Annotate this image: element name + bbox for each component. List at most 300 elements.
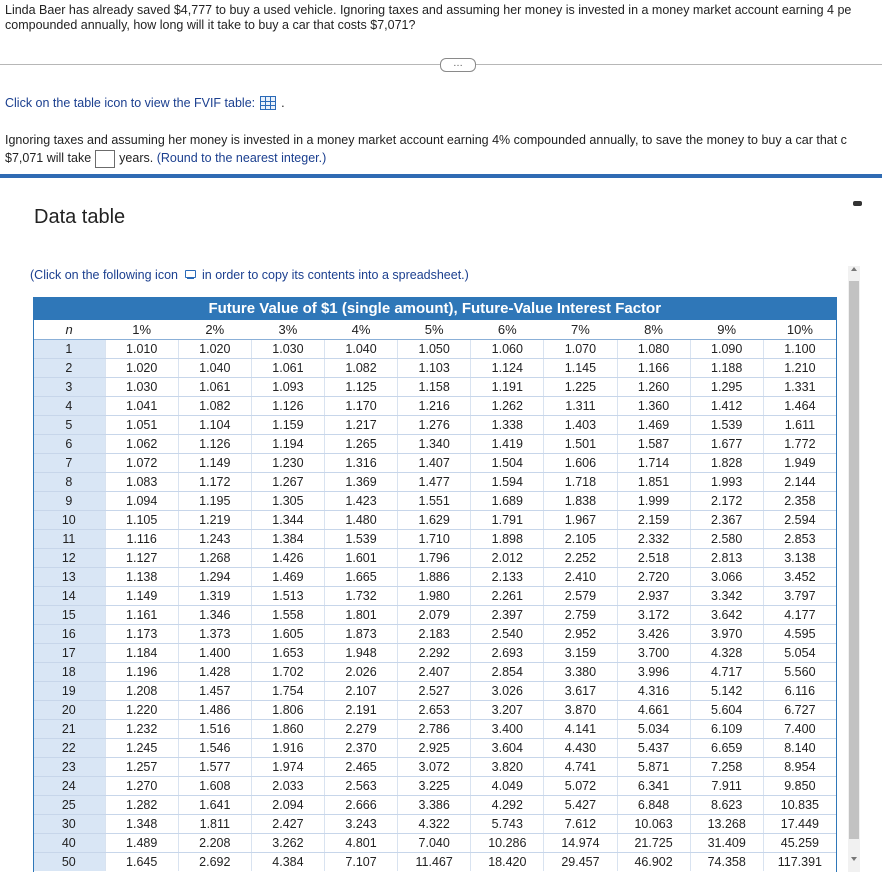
copy-hint (30, 268, 469, 282)
table-row (33, 853, 837, 872)
factor-cell: 1.080 (617, 340, 690, 359)
factor-cell: 1.384 (251, 530, 324, 549)
table-row (33, 720, 837, 739)
factor-cell: 6.116 (763, 682, 836, 701)
period-cell: 3 (33, 378, 105, 397)
factor-cell: 1.196 (105, 663, 178, 682)
factor-cell: 1.412 (690, 397, 763, 416)
factor-cell: 3.138 (763, 549, 836, 568)
factor-cell: 8.623 (690, 796, 763, 815)
factor-cell: 4.322 (398, 815, 471, 834)
factor-cell: 1.260 (617, 378, 690, 397)
factor-cell: 5.743 (471, 815, 544, 834)
factor-cell: 1.125 (325, 378, 398, 397)
factor-cell: 1.295 (690, 378, 763, 397)
factor-cell: 1.294 (178, 568, 251, 587)
copy-spreadsheet-icon[interactable] (184, 270, 196, 280)
factor-cell: 1.702 (251, 663, 324, 682)
factor-cell: 1.806 (251, 701, 324, 720)
table-row (33, 397, 837, 416)
column-header-rate: 10% (763, 320, 836, 340)
factor-cell: 7.911 (690, 777, 763, 796)
factor-cell: 2.937 (617, 587, 690, 606)
factor-cell: 2.925 (398, 739, 471, 758)
factor-cell: 1.127 (105, 549, 178, 568)
column-header-rate: 4% (325, 320, 398, 340)
factor-cell: 1.216 (398, 397, 471, 416)
table-row (33, 530, 837, 549)
factor-cell: 8.140 (763, 739, 836, 758)
scrollbar-thumb[interactable] (849, 281, 859, 839)
answer-prompt (5, 131, 882, 168)
factor-cell: 45.259 (763, 834, 836, 853)
table-row (33, 492, 837, 511)
factor-cell: 3.380 (544, 663, 617, 682)
table-body (33, 340, 837, 872)
factor-cell: 1.061 (178, 378, 251, 397)
factor-cell: 3.072 (398, 758, 471, 777)
factor-cell: 1.993 (690, 473, 763, 492)
factor-cell: 1.974 (251, 758, 324, 777)
factor-cell: 46.902 (617, 853, 690, 872)
column-header-rate: 9% (690, 320, 763, 340)
factor-cell: 1.665 (325, 568, 398, 587)
factor-cell: 1.718 (544, 473, 617, 492)
factor-cell: 4.430 (544, 739, 617, 758)
factor-cell: 1.714 (617, 454, 690, 473)
question-line-1: Linda Baer has already saved $4,777 to buy a used vehicle. Ignoring taxes and assuming her money is invested in a money market account earning 4 pe (5, 3, 852, 17)
factor-cell: 1.331 (763, 378, 836, 397)
table-row (33, 796, 837, 815)
factor-cell: 29.457 (544, 853, 617, 872)
factor-cell: 2.594 (763, 511, 836, 530)
factor-cell: 4.384 (251, 853, 324, 872)
factor-cell: 1.270 (105, 777, 178, 796)
factor-cell: 2.813 (690, 549, 763, 568)
factor-cell: 2.410 (544, 568, 617, 587)
period-cell: 17 (33, 644, 105, 663)
factor-cell: 2.370 (325, 739, 398, 758)
factor-cell: 1.373 (178, 625, 251, 644)
factor-cell: 1.166 (617, 359, 690, 378)
factor-cell: 1.426 (251, 549, 324, 568)
factor-cell: 1.689 (471, 492, 544, 511)
factor-cell: 1.194 (251, 435, 324, 454)
answer-line-2 (5, 149, 882, 168)
factor-cell: 1.040 (325, 340, 398, 359)
expand-more-button[interactable]: … (440, 58, 476, 72)
table-row (33, 701, 837, 720)
factor-cell: 1.170 (325, 397, 398, 416)
factor-cell: 1.677 (690, 435, 763, 454)
factor-cell: 1.419 (471, 435, 544, 454)
factor-cell: 1.145 (544, 359, 617, 378)
factor-cell: 1.551 (398, 492, 471, 511)
table-row (33, 340, 837, 359)
factor-cell: 1.346 (178, 606, 251, 625)
factor-cell: 1.477 (398, 473, 471, 492)
period-cell: 14 (33, 587, 105, 606)
factor-cell: 1.489 (105, 834, 178, 853)
factor-cell: 1.587 (617, 435, 690, 454)
factor-cell: 7.107 (325, 853, 398, 872)
factor-cell: 17.449 (763, 815, 836, 834)
factor-cell: 1.480 (325, 511, 398, 530)
table-row (33, 682, 837, 701)
factor-cell: 1.173 (105, 625, 178, 644)
period-cell: 40 (33, 834, 105, 853)
factor-cell: 1.457 (178, 682, 251, 701)
answer-line-1: Ignoring taxes and assuming her money is invested in a money market account earning 4% compounded annually, to save the money to buy a car that c (5, 133, 847, 147)
column-header-rate: 8% (617, 320, 690, 340)
factor-cell: 1.796 (398, 549, 471, 568)
factor-cell: 1.811 (178, 815, 251, 834)
factor-cell: 1.558 (251, 606, 324, 625)
factor-cell: 1.838 (544, 492, 617, 511)
factor-cell: 1.949 (763, 454, 836, 473)
period-cell: 23 (33, 758, 105, 777)
factor-cell: 1.546 (178, 739, 251, 758)
table-title: Future Value of $1 (single amount), Future-Value Interest Factor (33, 297, 837, 320)
factor-cell: 3.159 (544, 644, 617, 663)
period-cell: 21 (33, 720, 105, 739)
table-hint-label: Click on the table icon to view the FVIF table: (5, 96, 256, 110)
factor-cell: 4.049 (471, 777, 544, 796)
factor-cell: 4.661 (617, 701, 690, 720)
factor-cell: 3.172 (617, 606, 690, 625)
factor-cell: 11.467 (398, 853, 471, 872)
factor-cell: 2.292 (398, 644, 471, 663)
factor-cell: 1.158 (398, 378, 471, 397)
factor-cell: 1.486 (178, 701, 251, 720)
table-icon[interactable] (260, 96, 276, 110)
factor-cell: 4.328 (690, 644, 763, 663)
period-cell: 13 (33, 568, 105, 587)
factor-cell: 1.754 (251, 682, 324, 701)
factor-cell: 1.172 (178, 473, 251, 492)
factor-cell: 4.741 (544, 758, 617, 777)
period-cell: 11 (33, 530, 105, 549)
factor-cell: 1.601 (325, 549, 398, 568)
scroll-up-icon[interactable] (851, 267, 857, 271)
factor-cell: 1.916 (251, 739, 324, 758)
years-answer-input[interactable] (95, 150, 115, 168)
factor-cell: 1.020 (105, 359, 178, 378)
factor-cell: 1.860 (251, 720, 324, 739)
copy-hint-prefix: (Click on the following icon (30, 268, 178, 282)
factor-cell: 1.060 (471, 340, 544, 359)
factor-cell: 2.012 (471, 549, 544, 568)
factor-cell: 3.262 (251, 834, 324, 853)
factor-cell: 2.759 (544, 606, 617, 625)
factor-cell: 3.797 (763, 587, 836, 606)
factor-cell: 1.082 (178, 397, 251, 416)
factor-cell: 3.207 (471, 701, 544, 720)
factor-cell: 1.083 (105, 473, 178, 492)
factor-cell: 5.427 (544, 796, 617, 815)
factor-cell: 1.220 (105, 701, 178, 720)
factor-cell: 2.159 (617, 511, 690, 530)
factor-cell: 7.040 (398, 834, 471, 853)
factor-cell: 1.539 (690, 416, 763, 435)
factor-cell: 2.107 (325, 682, 398, 701)
factor-cell: 1.282 (105, 796, 178, 815)
factor-cell: 2.191 (325, 701, 398, 720)
factor-cell: 1.100 (763, 340, 836, 359)
factor-cell: 1.469 (617, 416, 690, 435)
factor-cell: 5.604 (690, 701, 763, 720)
factor-cell: 1.020 (178, 340, 251, 359)
factor-cell: 3.820 (471, 758, 544, 777)
factor-cell: 4.141 (544, 720, 617, 739)
column-header-rate: 7% (544, 320, 617, 340)
factor-cell: 1.886 (398, 568, 471, 587)
period-cell: 8 (33, 473, 105, 492)
factor-cell: 2.079 (398, 606, 471, 625)
factor-cell: 1.629 (398, 511, 471, 530)
factor-cell: 1.605 (251, 625, 324, 644)
factor-cell: 3.700 (617, 644, 690, 663)
factor-cell: 1.268 (178, 549, 251, 568)
factor-cell: 1.159 (251, 416, 324, 435)
period-cell: 7 (33, 454, 105, 473)
factor-cell: 2.133 (471, 568, 544, 587)
factor-cell: 1.873 (325, 625, 398, 644)
factor-cell: 2.563 (325, 777, 398, 796)
factor-cell: 5.142 (690, 682, 763, 701)
factor-cell: 1.104 (178, 416, 251, 435)
table-row (33, 663, 837, 682)
table-hint (5, 96, 285, 110)
factor-cell: 1.126 (178, 435, 251, 454)
factor-cell: 1.093 (251, 378, 324, 397)
factor-cell: 3.243 (325, 815, 398, 834)
question-line-2: compounded annually, how long will it take to buy a car that costs $7,071? (5, 18, 416, 32)
factor-cell: 10.835 (763, 796, 836, 815)
table-row (33, 359, 837, 378)
factor-cell: 13.268 (690, 815, 763, 834)
factor-cell: 7.400 (763, 720, 836, 739)
factor-cell: 1.344 (251, 511, 324, 530)
period-cell: 9 (33, 492, 105, 511)
factor-cell: 1.138 (105, 568, 178, 587)
factor-cell: 1.948 (325, 644, 398, 663)
factor-cell: 1.577 (178, 758, 251, 777)
factor-cell: 2.358 (763, 492, 836, 511)
factor-cell: 1.116 (105, 530, 178, 549)
table-row (33, 568, 837, 587)
factor-cell: 1.407 (398, 454, 471, 473)
factor-cell: 1.232 (105, 720, 178, 739)
factor-cell: 1.645 (105, 853, 178, 872)
factor-cell: 3.970 (690, 625, 763, 644)
factor-cell: 2.094 (251, 796, 324, 815)
factor-cell: 4.177 (763, 606, 836, 625)
factor-cell: 1.653 (251, 644, 324, 663)
factor-cell: 3.996 (617, 663, 690, 682)
factor-cell: 1.851 (617, 473, 690, 492)
factor-cell: 8.954 (763, 758, 836, 777)
factor-cell: 2.105 (544, 530, 617, 549)
period-cell: 50 (33, 853, 105, 872)
table-row (33, 758, 837, 777)
factor-cell: 2.580 (690, 530, 763, 549)
factor-cell: 3.386 (398, 796, 471, 815)
factor-cell: 4.292 (471, 796, 544, 815)
minimize-icon[interactable] (853, 201, 862, 206)
column-header-rate: 1% (105, 320, 178, 340)
factor-cell: 117.391 (763, 853, 836, 872)
factor-cell: 1.262 (471, 397, 544, 416)
period-cell: 12 (33, 549, 105, 568)
factor-cell: 2.208 (178, 834, 251, 853)
factor-cell: 1.980 (398, 587, 471, 606)
factor-cell: 1.898 (471, 530, 544, 549)
answer-prefix: $7,071 will take (5, 151, 92, 165)
factor-cell: 6.341 (617, 777, 690, 796)
factor-cell: 1.030 (105, 378, 178, 397)
factor-cell: 2.144 (763, 473, 836, 492)
factor-cell: 1.219 (178, 511, 251, 530)
factor-cell: 21.725 (617, 834, 690, 853)
factor-cell: 1.801 (325, 606, 398, 625)
table-row (33, 587, 837, 606)
factor-cell: 2.653 (398, 701, 471, 720)
factor-cell: 1.513 (251, 587, 324, 606)
factor-cell: 1.265 (325, 435, 398, 454)
factor-cell: 2.261 (471, 587, 544, 606)
factor-cell: 1.010 (105, 340, 178, 359)
modal-title: Data table (34, 206, 126, 228)
factor-cell: 10.063 (617, 815, 690, 834)
table-row (33, 435, 837, 454)
factor-cell: 1.245 (105, 739, 178, 758)
factor-cell: 2.427 (251, 815, 324, 834)
factor-cell: 1.611 (763, 416, 836, 435)
table-row (33, 625, 837, 644)
factor-cell: 1.103 (398, 359, 471, 378)
factor-cell: 4.717 (690, 663, 763, 682)
table-row (33, 777, 837, 796)
factor-cell: 2.854 (471, 663, 544, 682)
column-header-rate: 3% (251, 320, 324, 340)
factor-cell: 1.311 (544, 397, 617, 416)
factor-cell: 1.606 (544, 454, 617, 473)
fvif-table-container (33, 297, 837, 871)
factor-cell: 1.641 (178, 796, 251, 815)
question-text (5, 3, 882, 33)
period-cell: 20 (33, 701, 105, 720)
period-cell: 6 (33, 435, 105, 454)
factor-cell: 1.340 (398, 435, 471, 454)
period-cell: 5 (33, 416, 105, 435)
factor-cell: 4.801 (325, 834, 398, 853)
factor-cell: 1.967 (544, 511, 617, 530)
table-row (33, 549, 837, 568)
factor-cell: 1.791 (471, 511, 544, 530)
factor-cell: 1.090 (690, 340, 763, 359)
factor-cell: 1.061 (251, 359, 324, 378)
factor-cell: 1.710 (398, 530, 471, 549)
factor-cell: 1.257 (105, 758, 178, 777)
period-cell: 4 (33, 397, 105, 416)
factor-cell: 1.208 (105, 682, 178, 701)
factor-cell: 2.693 (471, 644, 544, 663)
table-header-row (33, 320, 837, 340)
factor-cell: 1.217 (325, 416, 398, 435)
factor-cell: 1.469 (251, 568, 324, 587)
factor-cell: 1.423 (325, 492, 398, 511)
answer-suffix: years. (119, 151, 154, 165)
factor-cell: 2.252 (544, 549, 617, 568)
factor-cell: 74.358 (690, 853, 763, 872)
factor-cell: 2.026 (325, 663, 398, 682)
factor-cell: 3.642 (690, 606, 763, 625)
factor-cell: 1.124 (471, 359, 544, 378)
factor-cell: 2.518 (617, 549, 690, 568)
factor-cell: 3.066 (690, 568, 763, 587)
factor-cell: 2.527 (398, 682, 471, 701)
factor-cell: 1.772 (763, 435, 836, 454)
period-cell: 22 (33, 739, 105, 758)
factor-cell: 1.539 (325, 530, 398, 549)
period-cell: 24 (33, 777, 105, 796)
factor-cell: 1.501 (544, 435, 617, 454)
factor-cell: 1.369 (325, 473, 398, 492)
column-header-rate: 2% (178, 320, 251, 340)
factor-cell: 1.188 (690, 359, 763, 378)
factor-cell: 2.367 (690, 511, 763, 530)
factor-cell: 3.426 (617, 625, 690, 644)
round-note: (Round to the nearest integer.) (156, 151, 327, 165)
factor-cell: 1.594 (471, 473, 544, 492)
factor-cell: 2.666 (325, 796, 398, 815)
factor-cell: 2.465 (325, 758, 398, 777)
factor-cell: 1.828 (690, 454, 763, 473)
factor-cell: 3.342 (690, 587, 763, 606)
modal-top-bar (0, 174, 882, 178)
period-cell: 16 (33, 625, 105, 644)
table-row (33, 815, 837, 834)
period-cell: 25 (33, 796, 105, 815)
factor-cell: 5.871 (617, 758, 690, 777)
factor-cell: 5.054 (763, 644, 836, 663)
factor-cell: 3.400 (471, 720, 544, 739)
factor-cell: 31.409 (690, 834, 763, 853)
scroll-down-icon[interactable] (851, 857, 857, 861)
table-row (33, 511, 837, 530)
factor-cell: 1.403 (544, 416, 617, 435)
factor-cell: 1.210 (763, 359, 836, 378)
factor-cell: 6.109 (690, 720, 763, 739)
factor-cell: 7.612 (544, 815, 617, 834)
table-row (33, 473, 837, 492)
factor-cell: 5.560 (763, 663, 836, 682)
factor-cell: 1.051 (105, 416, 178, 435)
factor-cell: 2.579 (544, 587, 617, 606)
factor-cell: 1.360 (617, 397, 690, 416)
factor-cell: 5.072 (544, 777, 617, 796)
factor-cell: 6.848 (617, 796, 690, 815)
factor-cell: 6.727 (763, 701, 836, 720)
factor-cell: 2.692 (178, 853, 251, 872)
factor-cell: 2.853 (763, 530, 836, 549)
factor-cell: 1.195 (178, 492, 251, 511)
factor-cell: 1.184 (105, 644, 178, 663)
table-hint-suffix: . (281, 96, 285, 110)
factor-cell: 2.183 (398, 625, 471, 644)
table-row (33, 644, 837, 663)
